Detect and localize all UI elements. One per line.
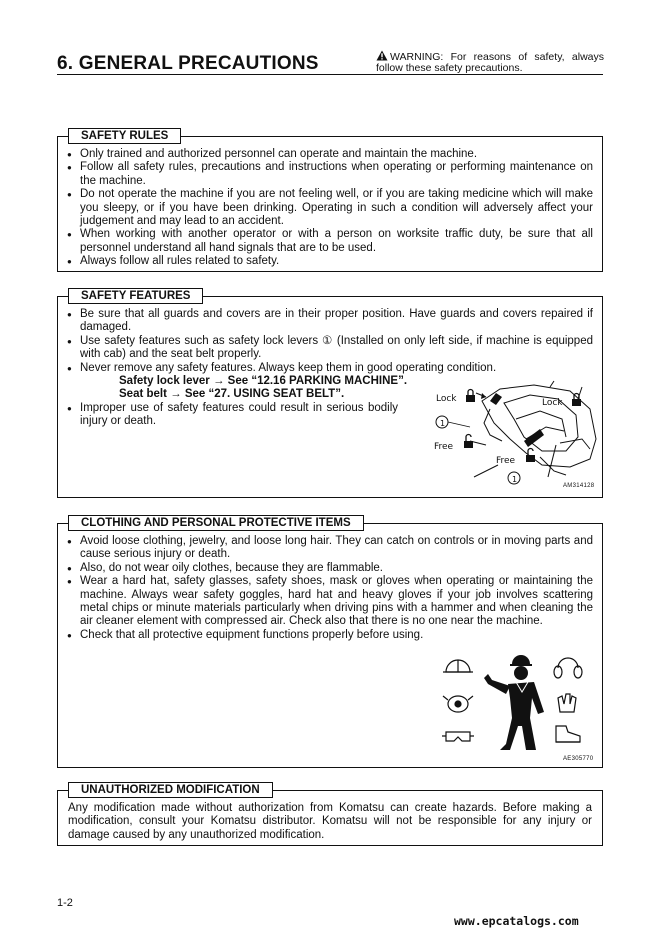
svg-text:1: 1 (440, 419, 446, 428)
list-item: ● When working with another operator or with a person on worksite traffic duty, be sure that all personnel understand all hand signals that are to be used. (58, 228, 593, 255)
website-watermark: www.epcatalogs.com (454, 914, 579, 928)
list-item: ● Also, do not wear oily clothes, because they are flammable. (58, 562, 593, 575)
lock-label-right: Lock (542, 398, 563, 408)
clothing-section (57, 517, 603, 768)
unauthorized-modification-text: Any modification made without authorization from Komatsu can create hazards. Before making a modification, consult your Komatsu distributor. Komatsu will not be responsible for any injury or damage caused by any unauthorized modification. (68, 802, 592, 841)
warning-triangle-icon (376, 50, 388, 61)
safety-rules-heading: SAFETY RULES (68, 128, 181, 144)
list-item: ● Never remove any safety features. Always keep them in good operating condition. (58, 362, 593, 375)
unauthorized-modification-section (57, 784, 603, 846)
list-item: ● Wear a hard hat, safety glasses, safety shoes, mask or gloves when operating or maintaining the machine. Always wear safety goggles, hard hat and heavy gloves if your job involves scattering metal chips or minute materials particularly when driving pins with a hammer and when cleaning the air cleaner element with compressed air. Check also that there is no one near the machine. (58, 575, 593, 629)
unlock-icon (464, 435, 473, 448)
figure-code: AE305770 (563, 756, 594, 762)
callout-number-one (508, 472, 520, 484)
safety-rules-section (57, 130, 603, 272)
list-item: ● Do not operate the machine if you are not feeling well, or if you are taking medicine which will make you sleepy, or if you have been drinking. Operating in such a condition will adversely affect your judgement and may lead to an accident. (58, 188, 593, 228)
mask-icon (443, 696, 473, 712)
gloves-icon (558, 694, 576, 712)
title-rule (57, 74, 603, 75)
clothing-heading: CLOTHING AND PERSONAL PROTECTIVE ITEMS (68, 515, 364, 531)
unauthorized-modification-heading: UNAUTHORIZED MODIFICATION (68, 782, 273, 798)
lock-icon (466, 390, 475, 403)
safety-shoes-icon (556, 726, 580, 742)
list-item: ● Only trained and authorized personnel can operate and maintain the machine. (58, 148, 593, 161)
earmuffs-icon (554, 658, 582, 678)
free-label-right: Free (496, 456, 516, 466)
safety-lock-lever-illustration (430, 379, 602, 491)
unlock-icon (526, 449, 535, 463)
page-number: 1-2 (57, 897, 73, 909)
safety-lock-lever-ref: Safety lock lever → See “12.16 PARKING MACHINE”. (119, 375, 408, 388)
warning-note (376, 50, 604, 74)
worker-figure-icon (484, 655, 544, 750)
list-item: ● Improper use of safety features could result in serious bodily injury or death. (58, 402, 398, 429)
warning-text: WARNING: For reasons of safety, always follow these safety precautions. (376, 51, 604, 74)
safety-features-heading: SAFETY FEATURES (68, 288, 203, 304)
list-item: ● Avoid loose clothing, jewelry, and loose long hair. They can catch on controls or in moving parts and cause serious injury or death. (58, 535, 593, 562)
list-item: ● Check that all protective equipment functions properly before using. (58, 629, 593, 642)
protective-equipment-illustration (440, 652, 590, 757)
goggles-icon (442, 732, 474, 741)
list-item: ● Be sure that all guards and covers are in their proper position. Have guards and covers repaired if damaged. (58, 308, 593, 335)
figure-code: AM314128 (563, 483, 595, 489)
hard-hat-icon (443, 660, 473, 672)
safety-features-section (57, 290, 603, 498)
svg-text:1: 1 (512, 475, 518, 484)
lock-label-left: Lock (436, 394, 457, 404)
list-item: ● Follow all safety rules, precautions and instructions when operating or performing maintenance on the machine. (58, 161, 593, 188)
page-title: 6. GENERAL PRECAUTIONS (57, 53, 319, 74)
seat-belt-ref: Seat belt → See “27. USING SEAT BELT”. (119, 388, 345, 401)
list-item: ● Use safety features such as safety lock levers ① (Installed on only left side, if machine is equipped with cab) and the seat belt properly. (58, 335, 593, 362)
callout-number-one (436, 416, 470, 428)
list-item: ● Always follow all rules related to safety. (58, 255, 593, 268)
free-label-left: Free (434, 442, 454, 452)
